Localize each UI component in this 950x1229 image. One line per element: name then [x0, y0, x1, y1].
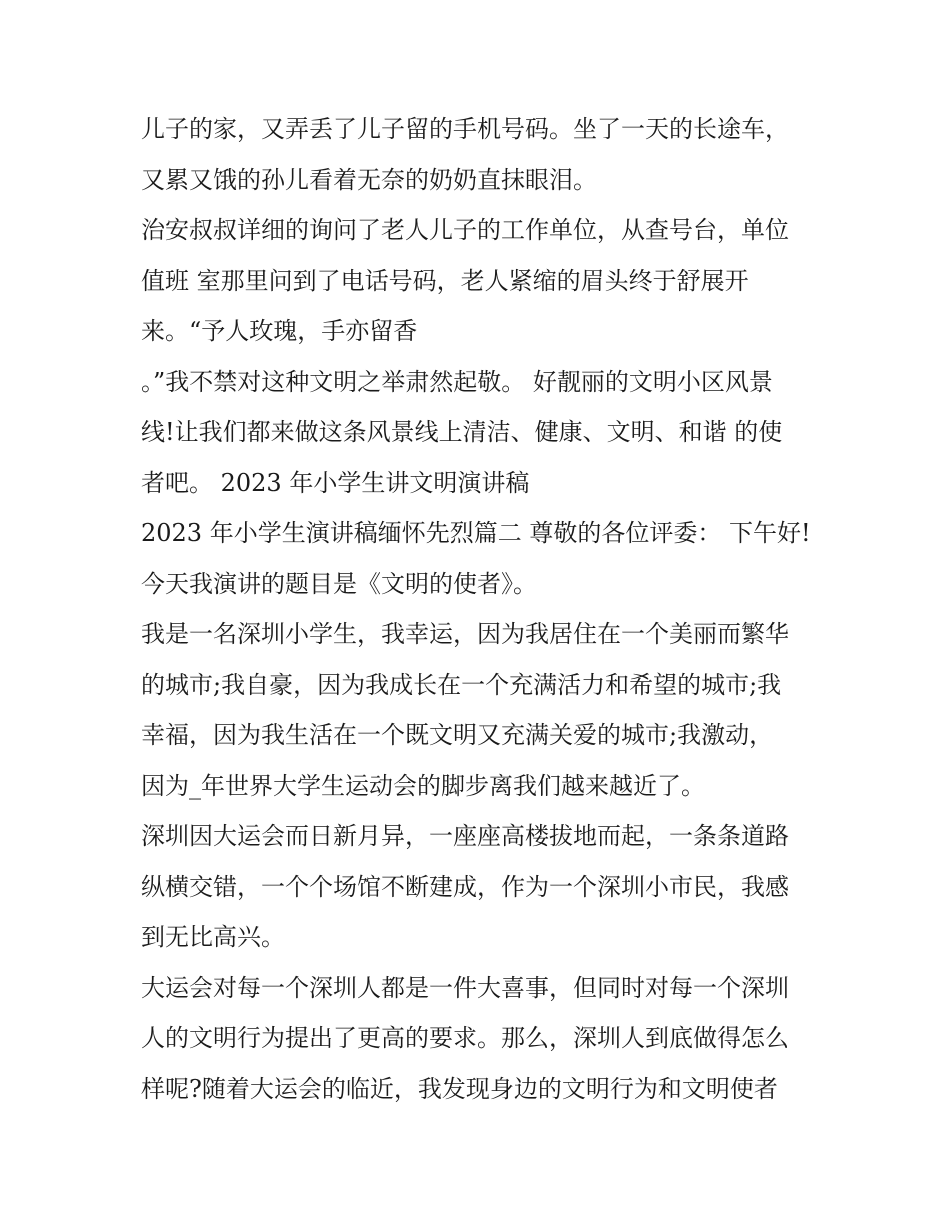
text-line: 人的文明行为提出了更高的要求。那么，深圳人到底做得怎么 [141, 1024, 789, 1052]
text-line: 幸福，因为我生活在一个既文明又充满关爱的城市;我激动， [141, 721, 774, 749]
text-line: 我是一名深圳小学生，我幸运，因为我居住在一个美丽而繁华 [141, 620, 789, 648]
text-line: 大运会对每一个深圳人都是一件大喜事，但同时对每一个深圳 [141, 973, 789, 1002]
text-line: 值班 室那里问到了电话号码，老人紧缩的眉头终于舒展开 [141, 266, 749, 295]
body-text [141, 104, 841, 1114]
text-line: 纵横交错，一个个场馆不断建成，作为一个深圳小市民，我感 [141, 872, 789, 901]
text-line: 。”我不禁对这种文明之举肃然起敬。 好靓丽的文明小区风景 [141, 367, 773, 396]
text-line: 又累又饿的孙儿看着无奈的奶奶直抹眼泪。 [141, 165, 597, 194]
text-line: 今天我演讲的题目是《文明的使者》。 [141, 569, 537, 598]
text-line: 者吧。 2023 年小学生讲文明演讲稿 [141, 468, 530, 497]
text-line: 治安叔叔详细的询问了老人儿子的工作单位，从查号台，单位 [141, 216, 789, 244]
text-line: 因为_年世界大学生运动会的脚步离我们越来越近了。 [141, 771, 705, 800]
text-line: 儿子的家，又弄丢了儿子留的手机号码。坐了一天的长途车， [141, 115, 789, 143]
text-line: 的城市;我自豪，因为我成长在一个充满活力和希望的城市;我 [141, 670, 782, 699]
text-line: 来。“予人玫瑰，手亦留香 [141, 317, 418, 345]
text-line: 样呢?随着大运会的临近，我发现身边的文明行为和文明使者 [141, 1074, 778, 1103]
text-line: 2023 年小学生演讲稿缅怀先烈篇二 尊敬的各位评委： 下午好! [141, 519, 811, 547]
text-line: 线!让我们都来做这条风景线上清洁、健康、文明、和谐 的使 [141, 418, 783, 446]
text-line: 到无比高兴。 [141, 923, 285, 951]
text-line: 深圳因大运会而日新月异，一座座高楼拔地而起，一条条道路 [141, 822, 789, 850]
